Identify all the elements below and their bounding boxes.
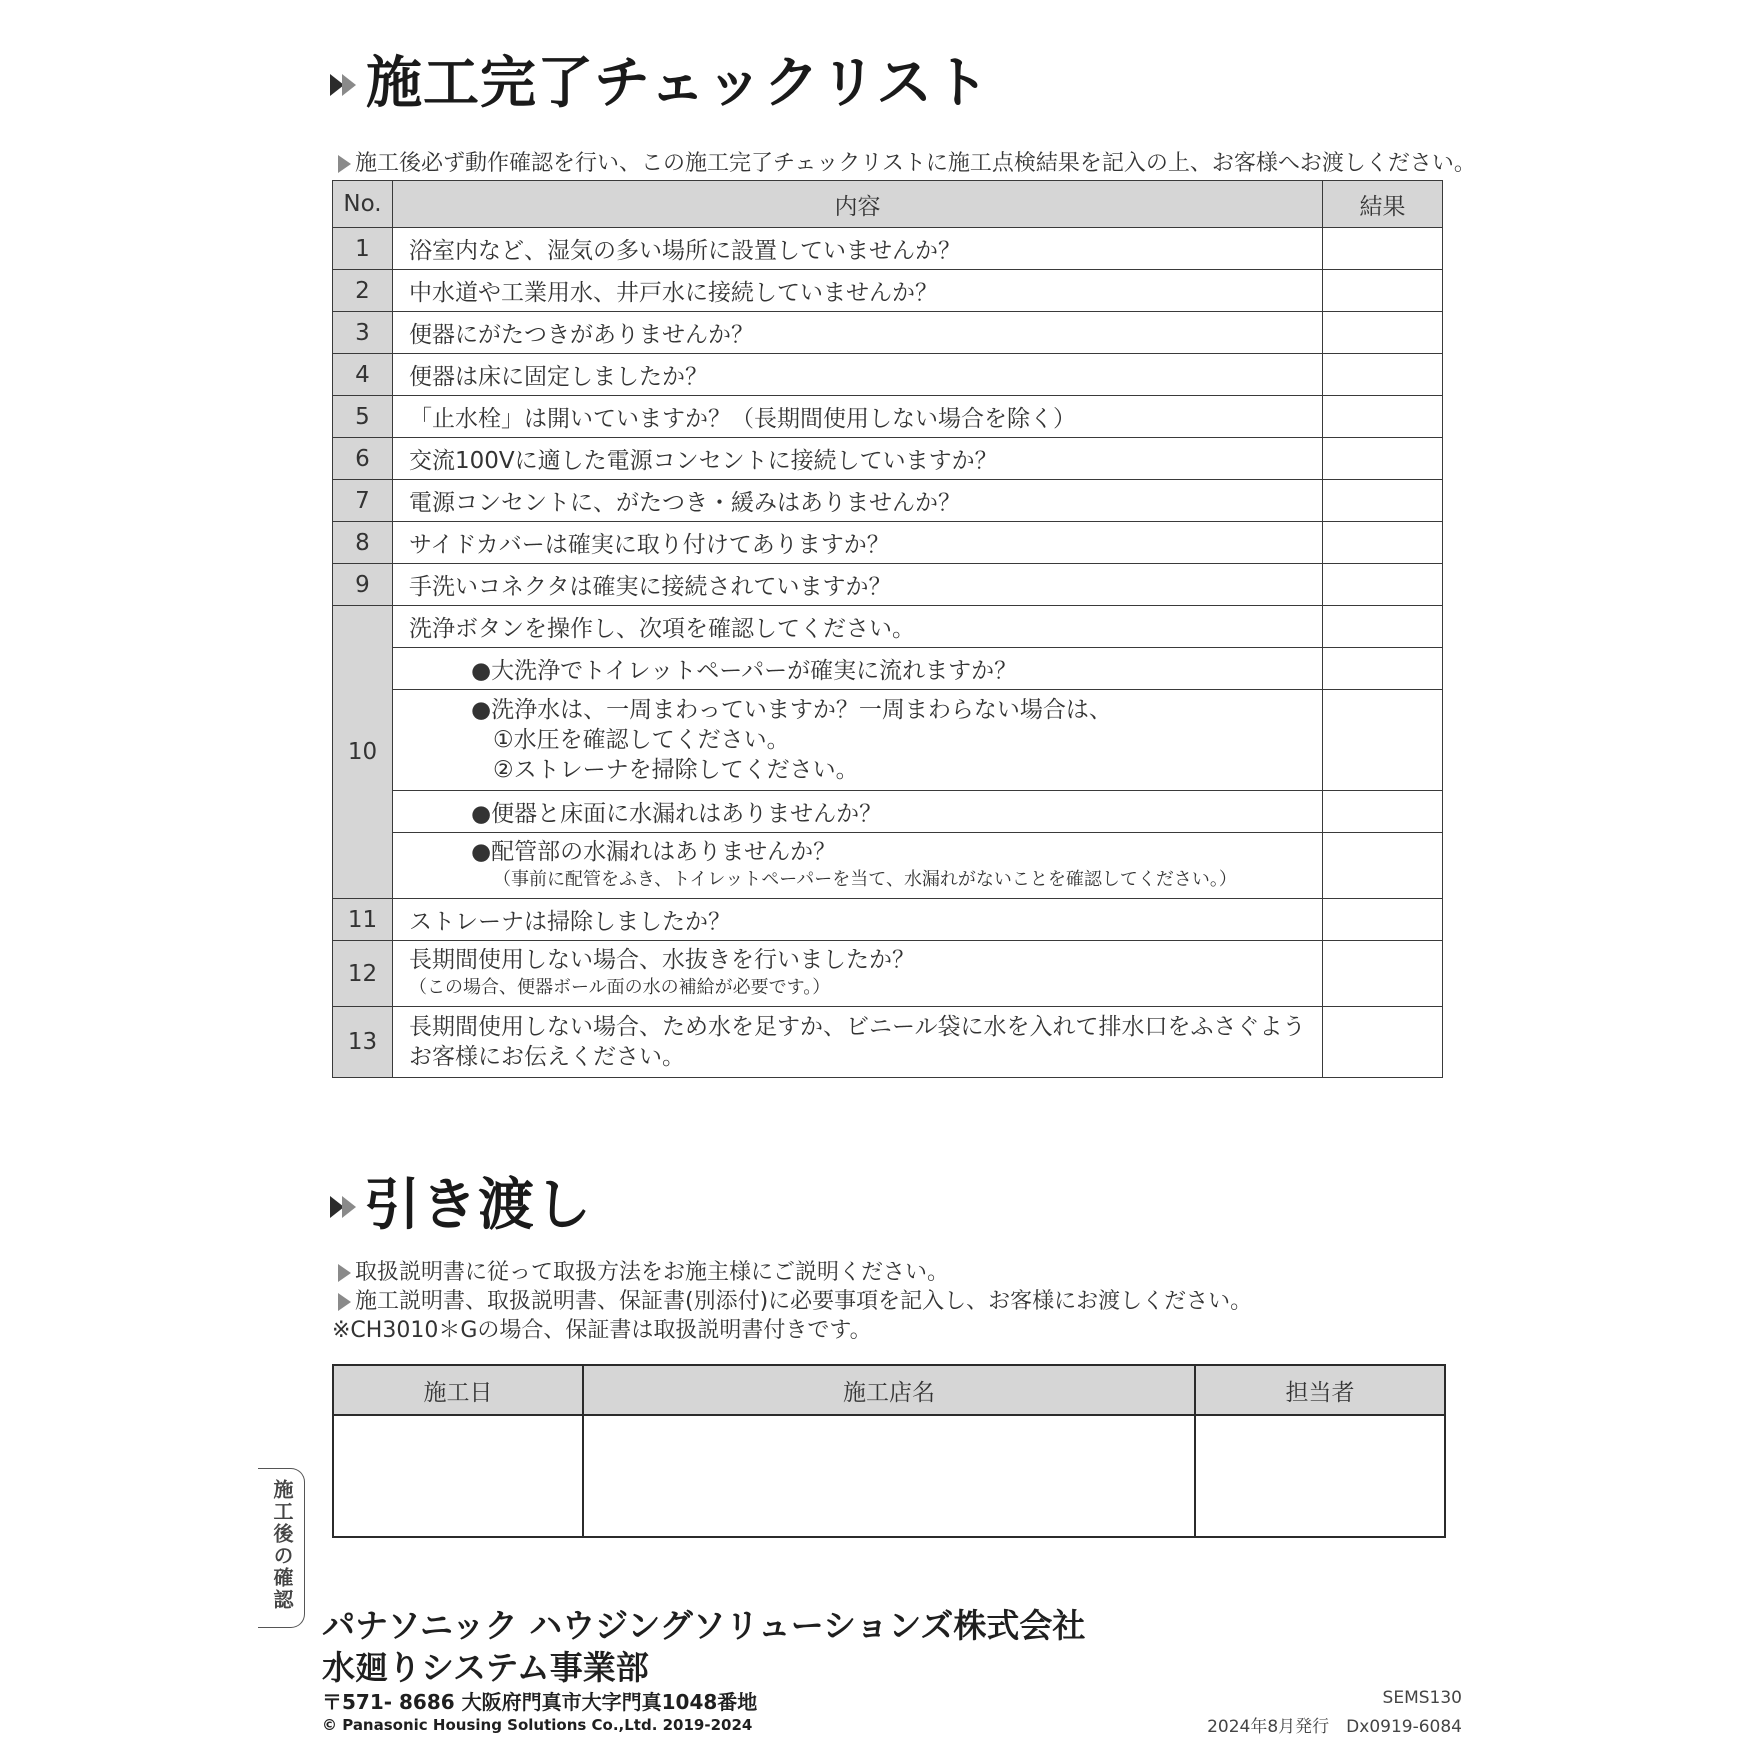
item-no: 4 [333, 354, 393, 396]
item-no: 1 [333, 228, 393, 270]
copyright: © Panasonic Housing Solutions Co.,Ltd. 2019-2024 [322, 1716, 753, 1734]
checklist-intro [338, 146, 1476, 177]
table-row [333, 270, 1443, 312]
result-cell[interactable] [1323, 312, 1443, 354]
result-cell[interactable] [1323, 648, 1443, 690]
company-address: 〒571- 8686 大阪府門真市大字門真1048番地 [322, 1690, 758, 1714]
table-row [333, 438, 1443, 480]
result-cell[interactable] [1323, 438, 1443, 480]
table-row [333, 791, 1443, 833]
table-row [333, 396, 1443, 438]
checklist-title: 施工完了チェックリスト [366, 51, 991, 116]
item-no: 8 [333, 522, 393, 564]
sub-item-note: （事前に配管をふき、トイレットペーパーを当て、水漏れがないことを確認してください。） [493, 868, 1237, 890]
item-text: 浴室内など、湿気の多い場所に設置していませんか？ [393, 228, 1323, 270]
result-cell[interactable] [1323, 690, 1443, 791]
sub-item-line: ①水圧を確認してください。 [493, 727, 790, 753]
table-row [333, 606, 1443, 648]
handover-line [338, 1258, 1252, 1287]
sub-item-text [393, 833, 1323, 899]
item-text [393, 1007, 1323, 1078]
header-construction-date: 施工日 [333, 1365, 583, 1415]
item-text: 交流100Vに適した電源コンセントに接続していますか？ [393, 438, 1323, 480]
item-text: 洗浄ボタンを操作し、次項を確認してください。 [393, 606, 1323, 648]
item-no: 7 [333, 480, 393, 522]
header-result: 結果 [1323, 181, 1443, 228]
item-text: 中水道や工業用水、井戸水に接続していませんか？ [393, 270, 1323, 312]
item-no: 5 [333, 396, 393, 438]
table-row [333, 522, 1443, 564]
item-text: 「止水栓」は開いていますか？（長期間使用しない場合を除く） [393, 396, 1323, 438]
item-no: 10 [333, 606, 393, 899]
checklist-intro-text: 施工後必ず動作確認を行い、この施工完了チェックリストに施工点検結果を記入の上、お客様へお渡しください。 [355, 151, 1476, 176]
table-row [333, 354, 1443, 396]
heading-arrow-icon [330, 74, 360, 96]
handover-title: 引き渡し [364, 1173, 592, 1238]
table-row [333, 833, 1443, 899]
doc-code: SEMS130 [1382, 1688, 1462, 1708]
person-field[interactable] [1195, 1415, 1445, 1537]
header-shop-name: 施工店名 [583, 1365, 1195, 1415]
table-row [333, 564, 1443, 606]
result-cell[interactable] [1323, 354, 1443, 396]
heading-arrow-icon [330, 1196, 360, 1218]
result-cell[interactable] [1323, 941, 1443, 1007]
result-cell[interactable] [1323, 899, 1443, 941]
header-content: 内容 [393, 181, 1323, 228]
table-row [333, 648, 1443, 690]
shop-name-field[interactable] [583, 1415, 1195, 1537]
header-no: No. [333, 181, 393, 228]
item-text: 手洗いコネクタは確実に接続されていますか？ [393, 564, 1323, 606]
result-cell[interactable] [1323, 833, 1443, 899]
item-no: 12 [333, 941, 393, 1007]
table-row [333, 941, 1443, 1007]
result-cell[interactable] [1323, 480, 1443, 522]
item-text: 便器は床に固定しましたか？ [393, 354, 1323, 396]
result-cell[interactable] [1323, 1007, 1443, 1078]
bullet-arrow-icon [338, 1293, 351, 1311]
sub-item-line: ●洗浄水は、一周まわっていますか？一周まわらない場合は、 [471, 697, 1112, 723]
result-cell[interactable] [1323, 606, 1443, 648]
item-no: 6 [333, 438, 393, 480]
item-no: 2 [333, 270, 393, 312]
table-row [333, 690, 1443, 791]
company-name: パナソニック ハウジングソリューションズ株式会社 [322, 1606, 1086, 1645]
handover-instructions [332, 1258, 1253, 1345]
handover-line-text: 施工説明書、取扱説明書、保証書(別添付)に必要事項を記入し、お客様にお渡しください。 [355, 1289, 1253, 1314]
handover-line [338, 1287, 1252, 1316]
result-cell[interactable] [1323, 228, 1443, 270]
item-no: 3 [333, 312, 393, 354]
result-cell[interactable] [1323, 522, 1443, 564]
division-name: 水廻りシステム事業部 [322, 1648, 649, 1687]
sub-item-line: ②ストレーナを掃除してください。 [493, 757, 859, 783]
item-line: 長期間使用しない場合、水抜きを行いましたか？ [409, 946, 915, 973]
sub-item-text: ●大洗浄でトイレットペーパーが確実に流れますか？ [393, 648, 1323, 690]
result-cell[interactable] [1323, 791, 1443, 833]
sub-item-text: ●便器と床面に水漏れはありませんか？ [393, 791, 1323, 833]
item-no: 13 [333, 1007, 393, 1078]
item-no: 9 [333, 564, 393, 606]
bullet-arrow-icon [338, 1264, 351, 1282]
handover-note: ※CH3010＊Gの場合、保証書は取扱説明書付きです。 [332, 1318, 872, 1343]
table-row [333, 312, 1443, 354]
item-line: お客様にお伝えください。 [409, 1044, 685, 1070]
table-row [333, 480, 1443, 522]
sub-item-line: ●配管部の水漏れはありませんか？ [471, 838, 837, 865]
item-line: 長期間使用しない場合、ため水を足すか、ビニール袋に水を入れて排水口をふさぐよう [409, 1014, 1306, 1040]
result-cell[interactable] [1323, 396, 1443, 438]
item-note: （この場合、便器ボール面の水の補給が必要です。） [409, 976, 831, 998]
side-tab [258, 1468, 305, 1628]
handover-table [332, 1364, 1446, 1538]
bullet-arrow-icon [338, 155, 351, 173]
table-row [333, 1007, 1443, 1078]
table-row [333, 228, 1443, 270]
item-text [393, 941, 1323, 1007]
item-text: サイドカバーは確実に取り付けてありますか？ [393, 522, 1323, 564]
item-text: 電源コンセントに、がたつき・緩みはありませんか？ [393, 480, 1323, 522]
table-row [333, 899, 1443, 941]
result-cell[interactable] [1323, 564, 1443, 606]
item-no: 11 [333, 899, 393, 941]
sub-item-text [393, 690, 1323, 791]
checklist-table [332, 180, 1443, 1078]
item-text: 便器にがたつきがありませんか？ [393, 312, 1323, 354]
issue-info: 2024年8月発行 Dx0919-6084 [1207, 1717, 1462, 1737]
construction-date-field[interactable] [333, 1415, 583, 1537]
handover-line-text: 取扱説明書に従って取扱方法をお施主様にご説明ください。 [355, 1260, 950, 1285]
header-person: 担当者 [1195, 1365, 1445, 1415]
side-tab-label: 施工後の確認 [270, 1479, 294, 1611]
item-text: ストレーナは掃除しましたか？ [393, 899, 1323, 941]
result-cell[interactable] [1323, 270, 1443, 312]
